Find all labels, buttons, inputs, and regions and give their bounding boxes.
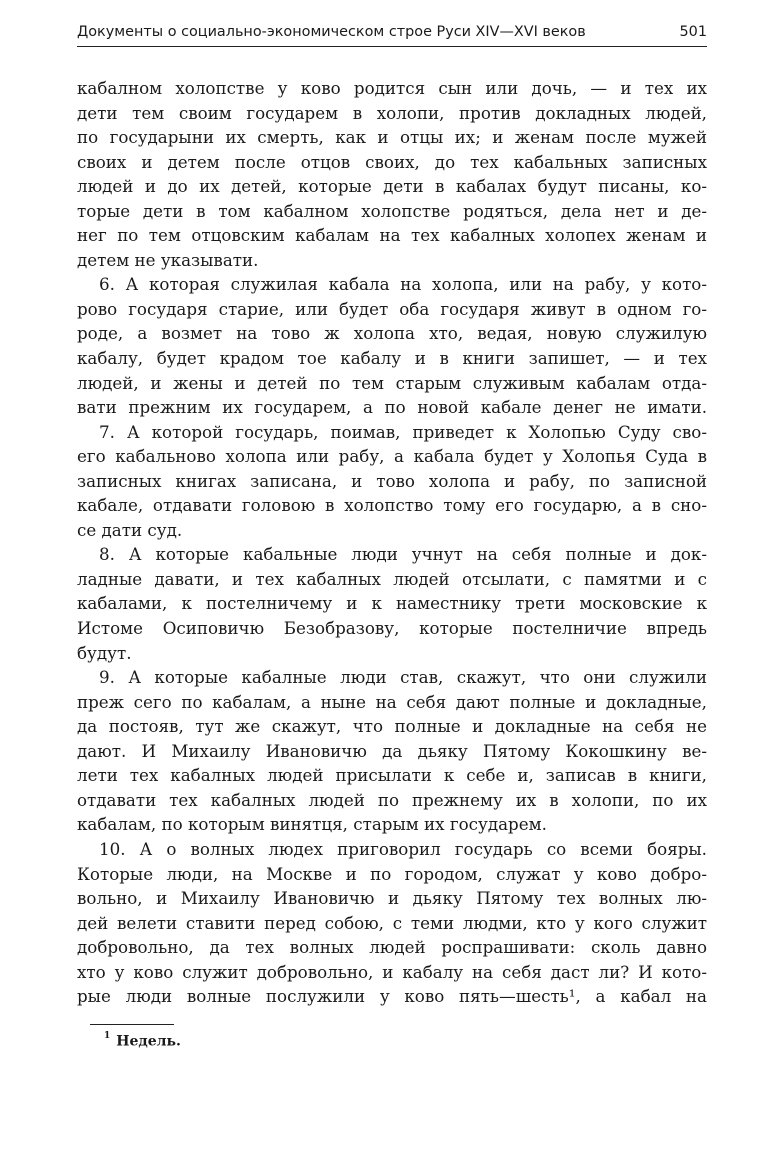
text-line: вольно, и Михаилу Ивановичю и дьяку Пятому тех волных лю- (77, 888, 707, 909)
text-line: людей и до их детей, которые дети в кабалах будут писаны, ко- (77, 176, 707, 197)
text-line: 9. А которые кабалные люди став, скажут, что они служили (99, 667, 707, 688)
text-line: торые дети в том кабалном холопстве родяться, дела нет и де- (77, 200, 707, 221)
text-line: кабале, отдавати головою в холопство тому его государю, а в сно- (77, 495, 707, 516)
text-line: кабалном холопстве у ково родится сын или дочь, — и тех их (77, 78, 707, 98)
text-line: добровольно, да тех волных людей роспрашивати: сколь давно (77, 937, 707, 958)
text-line: ладные давати, и тех кабалных людей отсылати, с памятми и с (77, 568, 707, 589)
text-line: 6. А которая служилая кабала на холопа, или на рабу, у кото- (99, 274, 707, 295)
page-number: 501 (679, 24, 707, 40)
text-line: его кабальново холопа или рабу, а кабала будет у Холопья Суда в (77, 446, 707, 467)
text-line: Которые люди, на Москве и по городом, служат у ково добро- (77, 863, 707, 884)
text-line: лети тех кабалных людей присылати к себе и, записав в книги, (77, 765, 707, 786)
text-line: будут. (77, 642, 132, 663)
text-line: 10. А о волных людех приговорил государь со всеми бояры. (99, 838, 707, 859)
footnote (104, 1033, 181, 1050)
text-line: записных книгах записана, и тово холопа и рабу, по записной (77, 470, 707, 491)
text-line: кабалу, будет крадом тое кабалу и в книги запишет, — и тех (77, 348, 707, 369)
text-line: роде, а возмет на тово ж холопа хто, ведая, новую служилую (77, 323, 707, 344)
text-line: 7. А которой государь, поимав, приведет к Холопью Суду сво- (99, 421, 707, 442)
text-line: нег по тем отцовским кабалам на тех кабалных холопех женам и (77, 225, 707, 246)
text-line: кабалами, к постелничему и к наместнику трети московские к (77, 593, 707, 614)
text-line: своих и детем после отцов своих, до тех кабальных записных (77, 151, 707, 172)
footnote-text: Недель. (116, 1033, 181, 1050)
text-line: Истоме Осиповичю Безобразову, которые постелничие впредь (77, 618, 707, 639)
text-line: рово государя старие, или будет оба государя живут в одном го- (77, 298, 707, 319)
running-header (77, 22, 707, 47)
footnote-marker: 1 (104, 1031, 111, 1041)
text-line: да постояв, тут же скажут, что полные и докладные на себя не (77, 716, 707, 737)
text-line: рые люди волные послужили у ково пять—шесть¹, а кабал на (77, 986, 707, 1007)
text-line: вати прежним их государем, а по новой кабале денег не имати. (77, 397, 707, 418)
text-line: се дати суд. (77, 519, 183, 540)
text-line: кабалам, по которым винятця, старым их государем. (77, 814, 547, 835)
running-title: Документы о социально-экономическом строе Руси XIV—XVI веков (77, 24, 586, 40)
body-text (77, 76, 707, 1009)
text-line: хто у ково служит добровольно, и кабалу на себя даст ли? И кото- (77, 961, 707, 982)
text-line: 8. А которые кабальные люди учнут на себя полные и док- (99, 544, 707, 565)
text-line: дают. И Михаилу Ивановичю да дьяку Пятому Кокошкину ве- (77, 740, 707, 761)
text-line: людей, и жены и детей по тем старым служивым кабалам отда- (77, 372, 707, 393)
text-line: дей велети ставити перед собою, с теми людми, кто у кого служит (77, 912, 707, 933)
text-line: дети тем своим государем в холопи, против докладных людей, (77, 102, 707, 123)
text-line: по государыни их смерть, как и отцы их; и женам после мужей (77, 127, 707, 148)
footnote-divider (90, 1024, 174, 1025)
text-line: отдавати тех кабалных людей по прежнему их в холопи, по их (77, 789, 707, 810)
text-line: детем не указывати. (77, 249, 259, 270)
text-line: преж сего по кабалам, а ныне на себя дают полные и докладные, (77, 691, 707, 712)
